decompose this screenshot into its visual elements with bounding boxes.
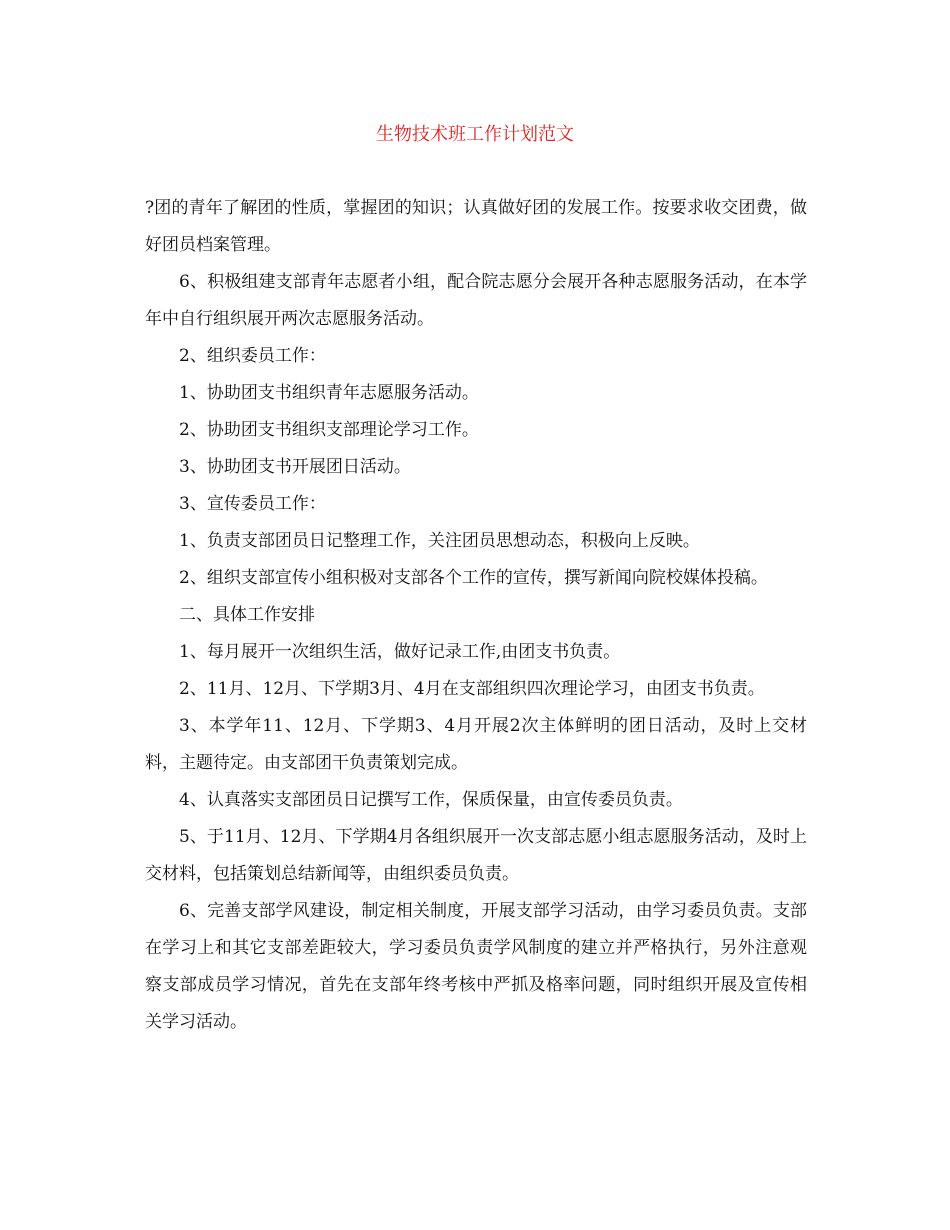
list-item: 3、本学年11、12月、下学期3、4月开展2次主体鲜明的团日活动，及时上交材料，主题待定。由支部团干负责策划完成。 xyxy=(145,716,807,773)
paragraph: ?团的青年了解团的性质，掌握团的知识；认真做好团的发展工作。按要求收交团费，做好团员档案管理。 xyxy=(145,198,807,255)
list-item: 1、协助团支书组织青年志愿服务活动。 xyxy=(179,383,479,403)
list-item: 2、组织支部宣传小组积极对支部各个工作的宣传，撰写新闻向院校媒体投稿。 xyxy=(179,568,768,588)
document-body xyxy=(145,190,807,1041)
paragraph: 6、积极组建支部青年志愿者小组，配合院志愿分会展开各种志愿服务活动，在本学年中自行组织展开两次志愿服务活动。 xyxy=(145,272,807,329)
section-heading: 二、具体工作安排 xyxy=(179,605,315,625)
list-item: 2、协助团支书组织支部理论学习工作。 xyxy=(179,420,479,440)
list-item: 3、协助团支书开展团日活动。 xyxy=(179,457,411,477)
section-heading: 2、组织委员工作： xyxy=(179,346,326,366)
document-title: 生物技术班工作计划范文 xyxy=(376,124,574,145)
section-heading: 3、宣传委员工作： xyxy=(179,494,326,514)
list-item: 6、完善支部学风建设，制定相关制度，开展支部学习活动，由学习委员负责。支部在学习上和其它支部差距较大，学习委员负责学风制度的建立并严格执行，另外注意观察支部成员学习情况，首先在支部年终考核中严抓及格率问题，同时组织开展及宣传相关学习活动。 xyxy=(145,901,807,1032)
list-item: 1、负责支部团员日记整理工作，关注团员思想动态，积极向上反映。 xyxy=(179,531,700,551)
list-item: 2、11月、12月、下学期3月、4月在支部组织四次理论学习，由团支书负责。 xyxy=(179,679,765,699)
list-item: 5、于11月、12月、下学期4月各组织展开一次支部志愿小组志愿服务活动，及时上交材料，包括策划总结新闻等，由组织委员负责。 xyxy=(145,827,807,884)
list-item: 1、每月展开一次组织生活，做好记录工作,由团支书负责。 xyxy=(179,642,621,662)
list-item: 4、认真落实支部团员日记撰写工作，保质保量，由宣传委员负责。 xyxy=(179,790,683,810)
